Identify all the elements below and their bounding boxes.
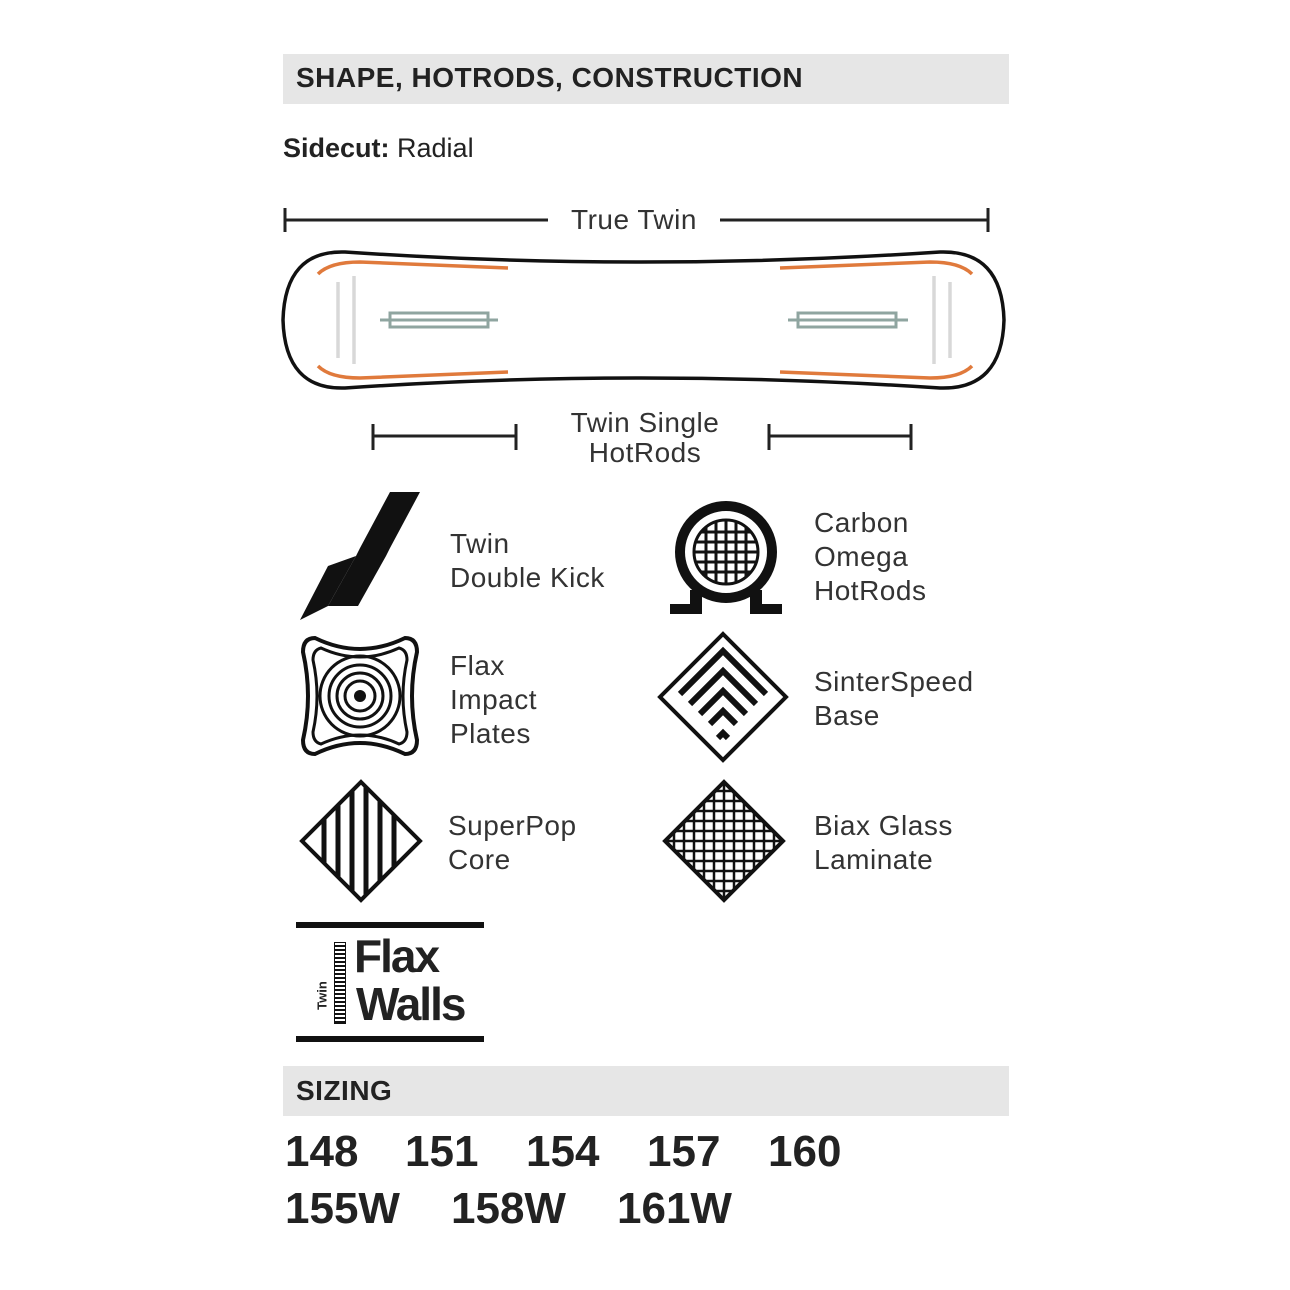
feature-line: Flax xyxy=(450,650,505,681)
feature-carbon-omega xyxy=(814,506,926,608)
snowboard-diagram xyxy=(0,240,1290,400)
feature-line: Core xyxy=(448,844,511,875)
carbon-omega-icon xyxy=(668,500,784,618)
feature-line: Impact xyxy=(450,684,538,715)
sinterspeed-icon xyxy=(658,632,788,762)
size-155w: 155W xyxy=(285,1184,400,1233)
flax-walls-line1: Flax xyxy=(354,930,439,982)
feature-line: Laminate xyxy=(814,844,934,875)
flax-walls-bar xyxy=(334,942,346,1024)
feature-line: Carbon xyxy=(814,507,909,538)
biax-glass-icon xyxy=(661,778,787,904)
feature-sinterspeed xyxy=(814,665,974,733)
feature-line: Twin xyxy=(450,528,510,559)
superpop-core-icon xyxy=(298,778,424,904)
sidecut-row xyxy=(283,133,474,164)
hotrods-label-line1: Twin Single xyxy=(570,407,720,438)
sidecut-value: Radial xyxy=(397,133,474,163)
feature-line: Plates xyxy=(450,718,531,749)
size-154: 154 xyxy=(526,1127,600,1176)
feature-line: Base xyxy=(814,700,880,731)
feature-biax-glass xyxy=(814,809,953,877)
feature-line: Double Kick xyxy=(450,562,605,593)
feature-line: SuperPop xyxy=(448,810,577,841)
flax-walls-line2: Walls xyxy=(356,978,465,1030)
flax-walls-logo xyxy=(296,922,484,1042)
size-148: 148 xyxy=(285,1127,359,1176)
size-157: 157 xyxy=(647,1127,721,1176)
hotrods-label-line2: HotRods xyxy=(588,437,702,468)
feature-double-kick xyxy=(450,527,605,595)
section-title-construction: SHAPE, HOTRODS, CONSTRUCTION xyxy=(296,62,804,93)
impact-plates-icon xyxy=(299,634,421,758)
hotrods-label xyxy=(540,408,750,468)
size-151: 151 xyxy=(405,1127,479,1176)
size-158w: 158W xyxy=(451,1184,566,1233)
section-title-sizing: SIZING xyxy=(296,1075,393,1106)
size-161w: 161W xyxy=(617,1184,732,1233)
feature-line: HotRods xyxy=(814,575,927,606)
true-twin-label: True Twin xyxy=(571,204,697,235)
feature-line: SinterSpeed xyxy=(814,666,974,697)
flax-walls-small-text: Twin xyxy=(314,981,330,1010)
feature-impact-plates xyxy=(450,649,537,751)
feature-superpop-core xyxy=(448,809,577,877)
size-160: 160 xyxy=(768,1127,842,1176)
sidecut-label: Sidecut: xyxy=(283,133,390,163)
double-kick-icon xyxy=(298,490,428,625)
feature-line: Biax Glass xyxy=(814,810,953,841)
feature-line: Omega xyxy=(814,541,909,572)
